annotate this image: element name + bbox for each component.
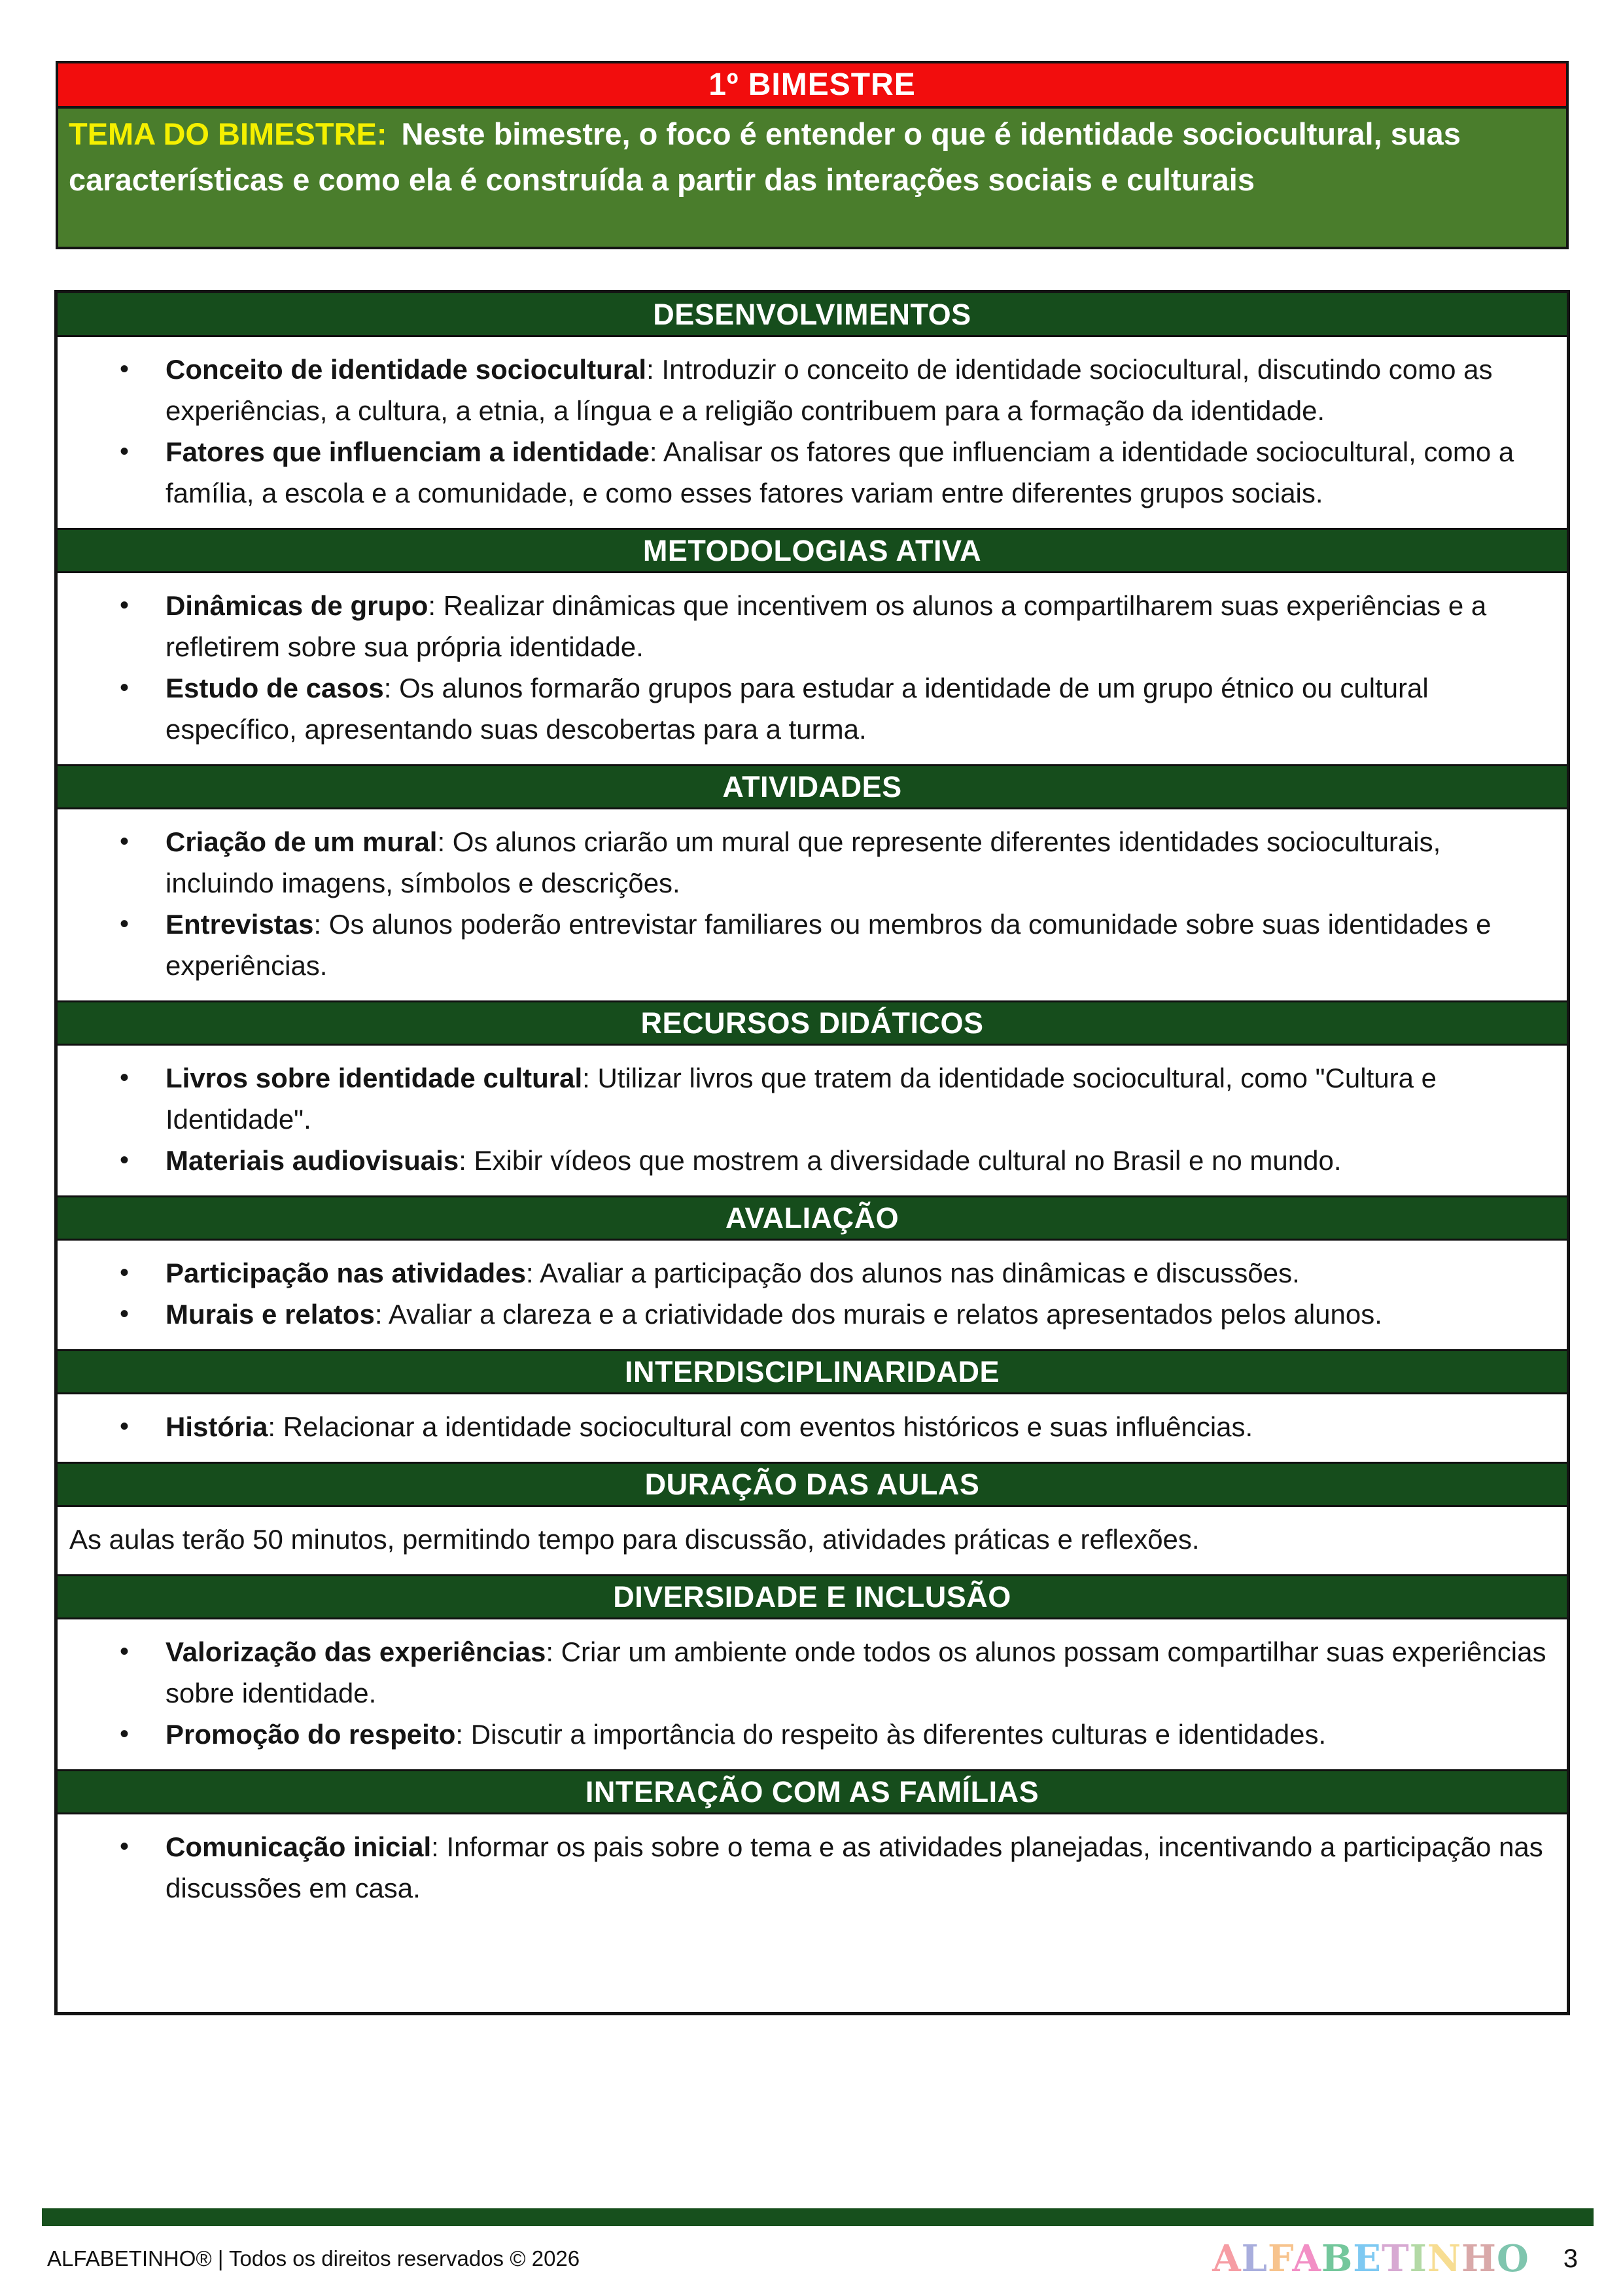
section-header: METODOLOGIAS ATIVA <box>58 528 1567 573</box>
bullet-item <box>166 667 1547 750</box>
bullet-list <box>69 1057 1547 1181</box>
section-header: INTERDISCIPLINARIDADE <box>58 1349 1567 1394</box>
bullet-lead: Promoção do respeito <box>166 1719 456 1750</box>
logo-letter: A <box>1212 2237 1242 2280</box>
bullet-text: : Os alunos formarão grupos para estudar a identidade de um grupo étnico ou cultural específico, apresentando suas descobertas para a turma. <box>166 673 1429 745</box>
bullet-text: : Criar um ambiente onde todos os alunos possam compartilhar suas experiências sobre identidade. <box>166 1636 1546 1708</box>
document-section <box>58 1000 1567 1195</box>
section-header: INTERAÇÃO COM AS FAMÍLIAS <box>58 1769 1567 1814</box>
bullet-lead: Fatores que influenciam a identidade <box>166 436 650 467</box>
section-body <box>58 1619 1567 1769</box>
bullet-lead: Participação nas atividades <box>166 1258 526 1288</box>
bullet-list <box>69 1631 1547 1755</box>
footer-right-group <box>1212 2237 1578 2280</box>
bullet-text: : Utilizar livros que tratem da identidade sociocultural, como "Cultura e Identidade". <box>166 1063 1437 1135</box>
lesson-plan-content-box <box>54 290 1570 2015</box>
document-section <box>58 1349 1567 1462</box>
section-header: DURAÇÃO DAS AULAS <box>58 1462 1567 1507</box>
section-header: RECURSOS DIDÁTICOS <box>58 1000 1567 1046</box>
section-body <box>58 1814 1567 1923</box>
bullet-list <box>69 1252 1547 1335</box>
bullet-list <box>69 821 1547 986</box>
bullet-item <box>166 1631 1547 1714</box>
bimestre-header-bar <box>56 61 1569 109</box>
logo-letter: H <box>1461 2237 1497 2280</box>
logo-letter: A <box>1292 2237 1321 2280</box>
section-body <box>58 573 1567 764</box>
bullet-text: : Introduzir o conceito de identidade sociocultural, discutindo como as experiências, a cultura, a etnia, a língua e a religião contribuem para a formação da identidade. <box>166 354 1493 426</box>
bullet-text: : Os alunos criarão um mural que represente diferentes identidades socioculturais, incluindo imagens, símbolos e descrições. <box>166 826 1441 898</box>
section-paragraph: As aulas terão 50 minutos, permitindo tempo para discussão, atividades práticas e reflexões. <box>69 1524 1200 1555</box>
bullet-text: : Discutir a importância do respeito às diferentes culturas e identidades. <box>455 1719 1327 1750</box>
bullet-item <box>166 1294 1547 1335</box>
logo-letter: F <box>1268 2237 1293 2280</box>
bullet-item <box>166 1140 1547 1181</box>
bullet-lead: Dinâmicas de grupo <box>166 590 428 621</box>
section-header: ATIVIDADES <box>58 764 1567 809</box>
bullet-text: : Relacionar a identidade sociocultural com eventos históricos e suas influências. <box>268 1411 1253 1442</box>
section-body <box>58 1241 1567 1349</box>
bullet-lead: História <box>166 1411 268 1442</box>
bullet-lead: Materiais audiovisuais <box>166 1145 459 1176</box>
theme-banner <box>56 109 1569 249</box>
logo-letter: T <box>1381 2237 1410 2280</box>
footer <box>47 2233 1578 2285</box>
section-body <box>58 1394 1567 1462</box>
bullet-lead: Entrevistas <box>166 909 314 940</box>
bullet-text: : Os alunos poderão entrevistar familiares ou membros da comunidade sobre suas identidades e experiências. <box>166 909 1492 981</box>
alfabetinho-logo <box>1212 2237 1529 2280</box>
section-header: AVALIAÇÃO <box>58 1195 1567 1241</box>
logo-letter: B <box>1321 2237 1353 2280</box>
bullet-item <box>166 821 1547 904</box>
document-section <box>58 293 1567 528</box>
logo-letter: N <box>1427 2237 1462 2280</box>
bullet-item <box>166 1057 1547 1140</box>
theme-label: TEMA DO BIMESTRE: <box>69 116 387 151</box>
bullet-item <box>166 1826 1547 1909</box>
bullet-text: : Informar os pais sobre o tema e as atividades planejadas, incentivando a participação nas discussões em casa. <box>166 1831 1543 1903</box>
bullet-item <box>166 1252 1547 1294</box>
theme-description: Neste bimestre, o foco é entender o que é identidade sociocultural, suas características e como ela é construída a partir das interações sociais e culturais <box>69 116 1461 197</box>
section-body <box>58 809 1567 1000</box>
bullet-lead: Conceito de identidade sociocultural <box>166 354 647 385</box>
document-section <box>58 1195 1567 1349</box>
bullet-text: : Realizar dinâmicas que incentivem os alunos a compartilharem suas experiências e a refletirem sobre sua própria identidade. <box>166 590 1487 662</box>
bullet-lead: Murais e relatos <box>166 1299 375 1330</box>
document-section <box>58 1574 1567 1769</box>
document-section <box>58 764 1567 1000</box>
bullet-list <box>69 1406 1547 1447</box>
logo-letter: O <box>1496 2237 1529 2280</box>
section-header: DIVERSIDADE E INCLUSÃO <box>58 1574 1567 1619</box>
theme-text-block <box>69 111 1550 203</box>
bullet-text: : Avaliar a participação dos alunos nas dinâmicas e discussões. <box>525 1258 1300 1288</box>
logo-letter: I <box>1409 2237 1427 2280</box>
logo-letter: E <box>1353 2237 1382 2280</box>
section-body <box>58 337 1567 528</box>
bullet-lead: Comunicação inicial <box>166 1831 432 1862</box>
section-header: DESENVOLVIMENTOS <box>58 293 1567 337</box>
bullet-list <box>69 349 1547 514</box>
bullet-lead: Valorização das experiências <box>166 1636 546 1667</box>
bullet-item <box>166 1714 1547 1755</box>
footer-copyright: ALFABETINHO® | Todos os direitos reservados © 2026 <box>47 2246 580 2270</box>
bullet-list <box>69 1826 1547 1909</box>
document-section <box>58 1462 1567 1574</box>
bullet-item <box>166 904 1547 986</box>
bullet-list <box>69 585 1547 750</box>
bullet-lead: Criação de um mural <box>166 826 438 857</box>
bullet-lead: Livros sobre identidade cultural <box>166 1063 583 1093</box>
logo-letter: L <box>1241 2237 1268 2280</box>
document-section <box>58 1769 1567 1923</box>
bullet-lead: Estudo de casos <box>166 673 384 703</box>
page-number: 3 <box>1563 2244 1578 2273</box>
bullet-text: : Analisar os fatores que influenciam a identidade sociocultural, como a família, a escola e a comunidade, e como esses fatores variam entre diferentes grupos sociais. <box>166 436 1514 508</box>
bullet-item <box>166 431 1547 514</box>
footer-divider-bar <box>42 2208 1594 2226</box>
bullet-item <box>166 349 1547 431</box>
section-body <box>58 1046 1567 1195</box>
bullet-text: : Exibir vídeos que mostrem a diversidade cultural no Brasil e no mundo. <box>459 1145 1342 1176</box>
document-section <box>58 528 1567 764</box>
bullet-item <box>166 585 1547 667</box>
bullet-text: : Avaliar a clareza e a criatividade dos murais e relatos apresentados pelos alunos. <box>374 1299 1382 1330</box>
section-body <box>58 1507 1567 1574</box>
bullet-item <box>166 1406 1547 1447</box>
bimestre-title: 1º BIMESTRE <box>708 67 916 102</box>
